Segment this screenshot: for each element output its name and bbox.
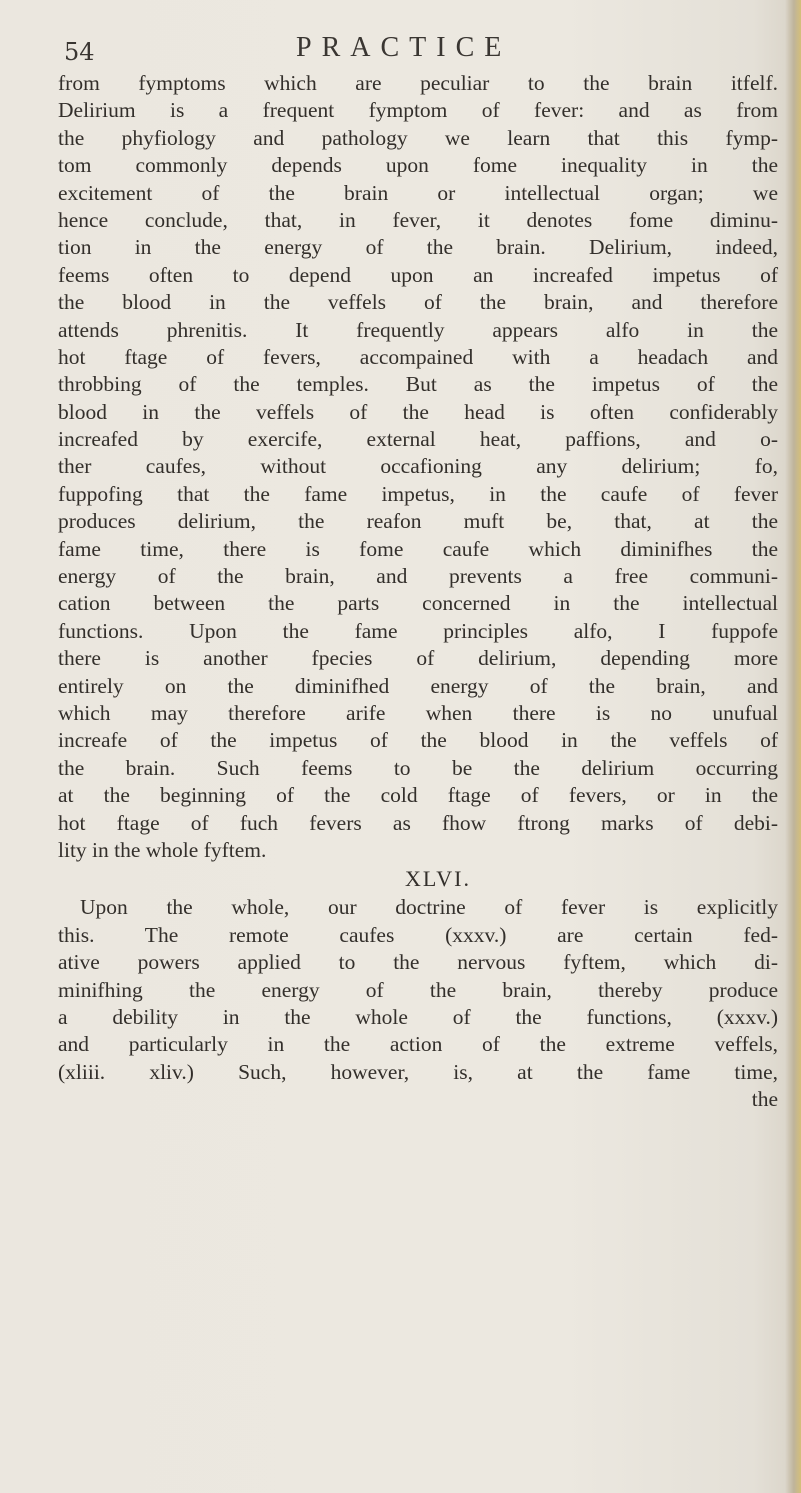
text-line: throbbing of the temples. But as the impetus of the	[58, 372, 778, 397]
text-line: Delirium is a frequent fymptom of fever: and as from	[58, 98, 778, 123]
text-line: tion in the energy of the brain. Delirium, indeed,	[58, 235, 778, 260]
text-line: the phyfiology and pathology we learn that this fymp-	[58, 125, 778, 150]
text-line: the brain. Such feems to be the delirium occurring	[58, 755, 778, 780]
text-line: from fymptoms which are peculiar to the brain itfelf.	[58, 71, 778, 95]
text-line: blood in the veffels of the head is often confiderably	[58, 399, 778, 424]
text-line: hot ftage of fuch fevers as fhow ftrong marks of debi-	[58, 810, 778, 835]
paragraph-1	[58, 70, 778, 864]
text-line: entirely on the diminifhed energy of the brain, and	[58, 673, 778, 698]
text-line: Upon the whole, our doctrine of fever is explicitly	[80, 895, 778, 920]
text-line: fame time, there is fome caufe which diminifhes the	[58, 536, 778, 561]
section-heading: XLVI.	[404, 866, 472, 892]
catchword: the	[751, 1087, 778, 1112]
text-line: feems often to depend upon an increafed impetus of	[58, 262, 778, 287]
text-line: energy of the brain, and prevents a free communi-	[58, 564, 778, 589]
text-line: excitement of the brain or intellectual organ; we	[58, 180, 778, 205]
text-line: attends phrenitis. It frequently appears alfo in the	[58, 317, 778, 342]
text-line: increafed by exercife, external heat, paffions, and o-	[58, 427, 778, 452]
text-line: ther caufes, without occafioning any delirium; fo,	[58, 454, 778, 479]
text-line: which may therefore arife when there is no unufual	[58, 700, 778, 725]
text-line: cation between the parts concerned in the intellectual	[58, 591, 778, 616]
text-line: minifhing the energy of the brain, thereby produce	[58, 977, 778, 1002]
text-line: tom commonly depends upon fome inequality in the	[58, 153, 778, 178]
text-line: there is another fpecies of delirium, depending more	[58, 646, 778, 671]
text-line: and particularly in the action of the extreme veffels,	[58, 1032, 778, 1057]
page-edge-shadow	[785, 0, 801, 1493]
paragraph-2	[58, 894, 778, 1086]
running-head: PRACTICE	[296, 32, 512, 63]
page-number: 54	[64, 38, 95, 66]
text-line: this. The remote caufes (xxxv.) are certain fed-	[58, 922, 778, 947]
text-line: increafe of the impetus of the blood in the veffels of	[58, 728, 778, 753]
text-line: a debility in the whole of the functions, (xxxv.)	[58, 1004, 778, 1029]
text-line: produces delirium, the reafon muft be, that, at the	[58, 509, 778, 534]
text-line: hot ftage of fevers, accompained with a headach and	[58, 344, 778, 369]
text-line: the blood in the veffels of the brain, and therefore	[58, 290, 778, 315]
text-line: functions. Upon the fame principles alfo, I fuppofe	[58, 618, 778, 643]
text-line: lity in the whole fyftem.	[58, 837, 267, 862]
text-line: fuppofing that the fame impetus, in the caufe of fever	[58, 481, 778, 506]
body-text	[58, 70, 778, 1113]
text-line: hence conclude, that, in fever, it denotes fome diminu-	[58, 207, 778, 232]
text-line: ative powers applied to the nervous fyftem, which di-	[58, 950, 778, 975]
text-line: at the beginning of the cold ftage of fevers, or in the	[58, 783, 778, 808]
text-line: (xliii. xliv.) Such, however, is, at the fame time,	[58, 1059, 778, 1084]
